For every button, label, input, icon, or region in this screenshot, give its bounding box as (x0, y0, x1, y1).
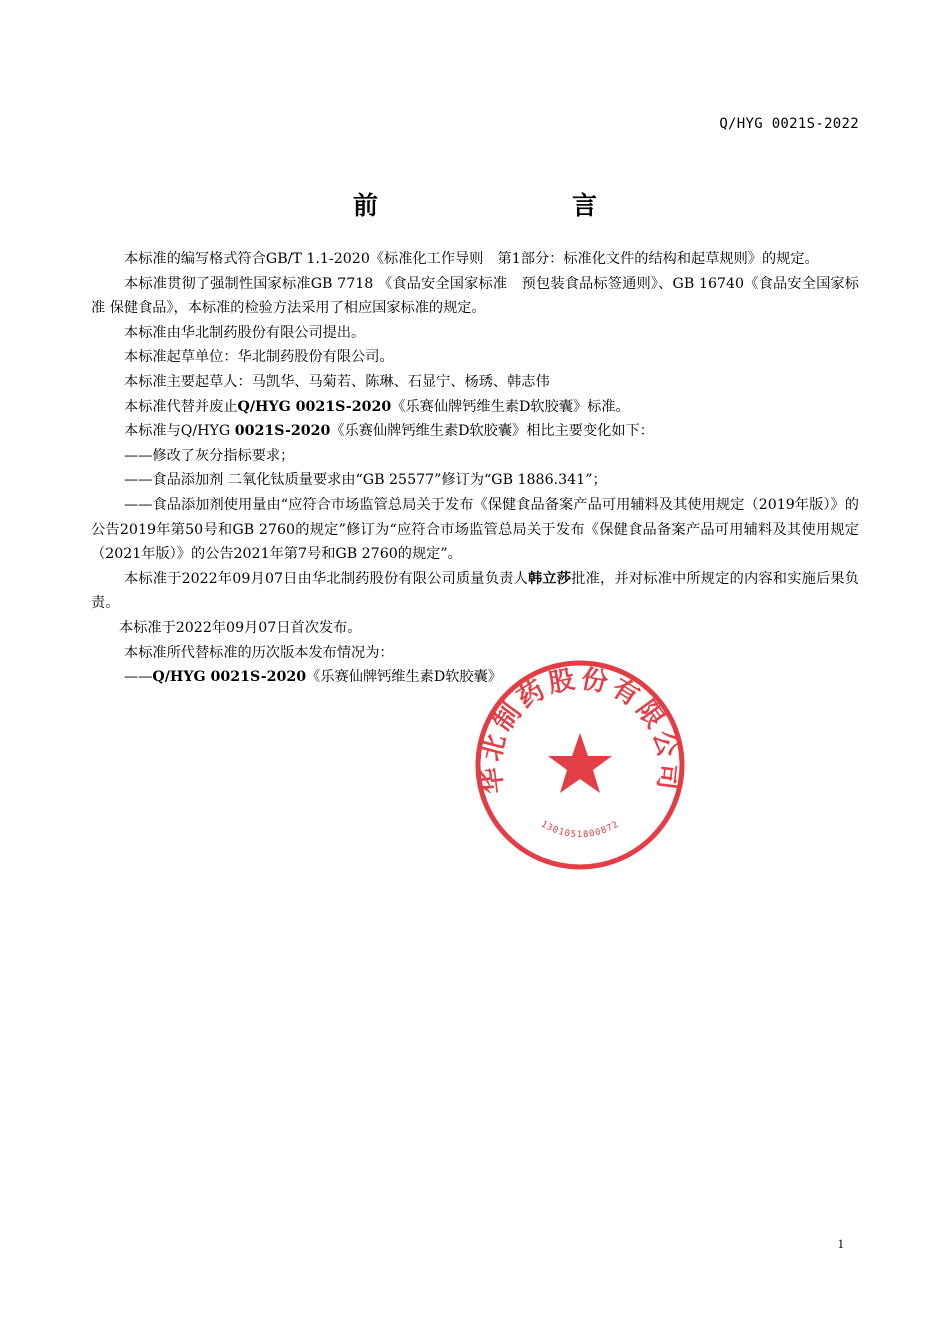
paragraph-drafters: 本标准主要起草人：马凯华、马菊若、陈琳、石显宁、杨琇、韩志伟 (124, 373, 550, 390)
paragraph-replaces (91, 395, 859, 420)
replaces-suffix: 《乐赛仙牌钙维生素D软胶囊》标准。 (391, 398, 630, 415)
seal-star-icon (548, 733, 612, 793)
change-item-titanium-dioxide: ——食品添加剂 二氧化钛质量要求由“GB 25577”修订为“GB 1886.341”； (124, 472, 607, 489)
changes-standard-code: 0021S-2020 (234, 423, 331, 440)
approval-suffix: 批准，并对标准中所规定的内容和实施后果负责。 (91, 570, 859, 612)
paragraph-changes-intro (91, 419, 859, 444)
history-standard-name: 《乐赛仙牌钙维生素D软胶囊》 (306, 669, 502, 686)
paragraph-drafting-unit: 本标准起草单位：华北制药股份有限公司。 (124, 349, 394, 366)
seal-number: 1301051800872 (538, 819, 622, 841)
paragraph-mandatory-standards: 本标准贯彻了强制性国家标准GB 7718 《食品安全国家标准 预包装食品标签通则》、GB 16740《食品安全国家标准 保健食品》，本标准的检验方法采用了相应国家标准的规定。 (91, 275, 859, 317)
change-item-ash: ——修改了灰分指标要求； (124, 447, 295, 464)
section-title: 前 言 (352, 191, 645, 220)
approver-name: 韩立莎 (528, 570, 572, 587)
history-dash: —— (124, 669, 153, 686)
foreword-body (91, 247, 859, 690)
document-code: Q/HYG 0021S-2022 (719, 116, 859, 132)
replaced-standard-code: Q/HYG 0021S-2020 (237, 398, 392, 415)
paragraph-first-release: 本标准于2022年09月07日首次发布。 (119, 619, 362, 636)
paragraph-history-intro: 本标准所代替标准的历次版本发布情况为： (124, 644, 394, 661)
paragraph-proposer: 本标准由华北制药股份有限公司提出。 (124, 324, 366, 341)
page-number: 1 (837, 1236, 844, 1251)
changes-suffix: 《乐赛仙牌钙维生素D软胶囊》相比主要变化如下： (330, 423, 654, 440)
approval-prefix: 本标准于2022年09月07日由华北制药股份有限公司质量负责人 (124, 570, 529, 587)
history-standard-code: Q/HYG 0021S-2020 (152, 669, 307, 686)
company-seal (470, 655, 690, 875)
paragraph-approval (91, 567, 859, 616)
paragraph-format: 本标准的编写格式符合GB/T 1.1-2020《标准化工作导则 第1部分：标准化文件的结构和起草规则》的规定。 (124, 251, 819, 267)
replaces-prefix: 本标准代替并废止 (124, 398, 238, 415)
change-item-additive-usage: ——食品添加剂使用量由“应符合市场监管总局关于发布《保健食品备案产品可用辅料及其使用规定（2019年版）》的公告2019年第50号和GB 2760的规定”修订为“应符合市场监管总局关于发布《保健食品备案产品可用辅料及其使用规定（2021年版）》的公告2021年第7号和GB 2760的规定”。 (91, 496, 859, 563)
changes-prefix: 本标准与Q/HYG (124, 423, 235, 440)
seal-company-name: 华北制药股份有限公司 (475, 664, 685, 796)
